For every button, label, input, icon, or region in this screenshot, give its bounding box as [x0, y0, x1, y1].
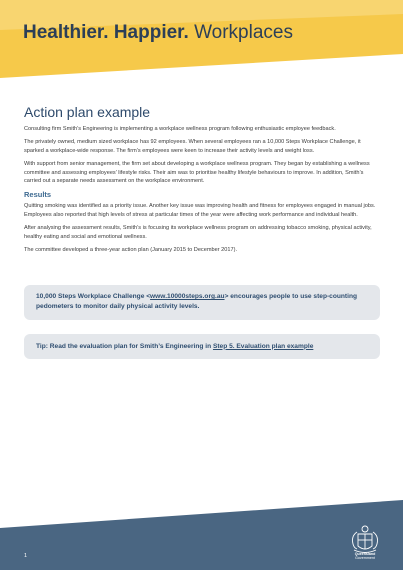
results-paragraph-1: Quitting smoking was identified as a priority issue. Another key issue was improving health and fitness for employees engaged in manual jobs. Employees also reported that high levels of stress at particular times of the year were affecting work performance and individual health.: [24, 203, 376, 218]
tip-callout: [24, 334, 380, 359]
steps-challenge-callout: [24, 285, 380, 320]
logo-text-queensland: Queensland: [354, 552, 376, 556]
section-title: Action plan example: [24, 104, 151, 120]
header-title-bold: Healthier. Happier.: [23, 22, 189, 43]
steps-callout-prefix: 10,000 Steps Workplace Challenge <: [36, 293, 151, 300]
header-title-light: Workplaces: [194, 22, 293, 43]
header-title: [23, 22, 293, 44]
results-paragraph-2: After analysing the assessment results, Smith’s is focusing its workplace wellness program on addressing tobacco smoking, physical activity, healthy eating and social and emotional wellness.: [24, 225, 372, 240]
logo-text-government: Government: [355, 556, 375, 560]
steps-callout-suffix: > encourages people to use step-counting pedometers to monitor daily physical activity levels.: [36, 293, 358, 310]
intro-paragraph-2: The privately owned, medium sized workplace has 92 employees. When several employees ran a 10,000 Steps Workplace Challenge, it sparked a workplace-wide response. The firm’s employees were keen to increase their activity levels and weight loss.: [24, 139, 361, 154]
government-logo-text: [340, 552, 390, 560]
evaluation-plan-link[interactable]: Step 5. Evaluation plan example: [212, 342, 314, 350]
header-banner: [0, 0, 403, 78]
intro-paragraph-1: Consulting firm Smith’s Engineering is implementing a workplace wellness program following enthusiastic employee feedback.: [24, 126, 336, 132]
main-content: [24, 104, 380, 259]
tip-callout-prefix: Tip: Read the evaluation plan for Smith’s Engineering in: [36, 342, 213, 350]
results-heading: Results: [24, 190, 52, 200]
results-paragraph-3: The committee developed a three-year action plan (January 2015 to December 2017).: [24, 247, 237, 254]
intro-paragraph-3: With support from senior management, the firm set about developing a workplace wellness program. They began by establishing a wellness committee and assessing employees’ lifestyle risks. Their aim was to prioritise healthy lifestyle behaviours to improve. In addition, Smith’s carried out a separate needs assessment on the workplace environment.: [24, 161, 370, 185]
page-number: 1: [24, 553, 28, 559]
steps-website-link[interactable]: www.10000steps.org.au: [150, 293, 225, 300]
